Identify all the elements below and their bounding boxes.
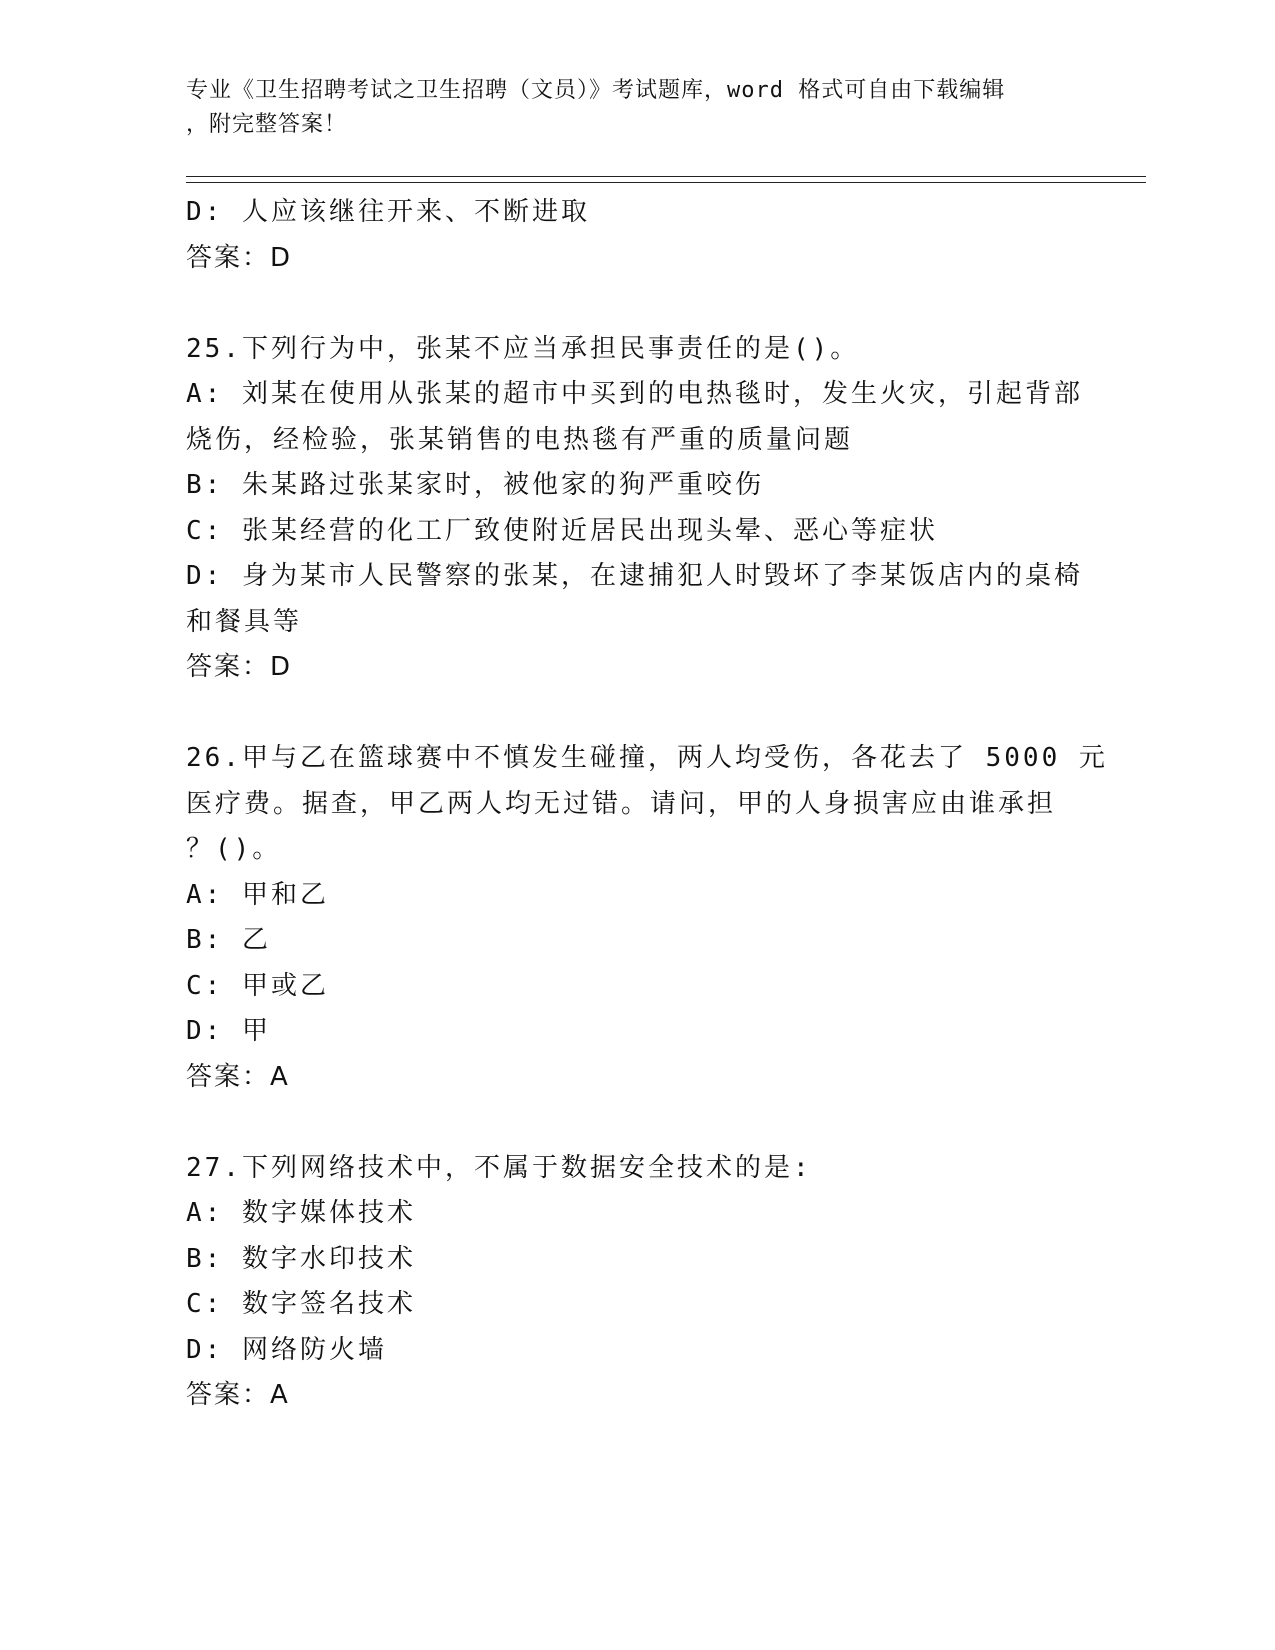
q26-answer: 答案：A [186, 1061, 290, 1092]
spacer [186, 1100, 1086, 1146]
q27-option-a: A: 数字媒体技术 [186, 1198, 416, 1228]
q25-stem: 25.下列行为中，张某不应当承担民事责任的是()。 [186, 333, 860, 364]
q27-answer: 答案：A [186, 1380, 290, 1410]
q26-stem-cont-2: ？()。 [186, 834, 282, 864]
q25-option-b: B: 朱某路过张某家时，被他家的狗严重咬伤 [186, 470, 764, 500]
q27-stem: 27.下列网络技术中，不属于数据安全技术的是: [186, 1152, 812, 1183]
header-divider-top [186, 176, 1146, 177]
spacer [186, 691, 1086, 737]
q25-answer: 答案：D [186, 652, 293, 682]
header-line-2: ，附完整答案！ [186, 112, 348, 137]
q27-option-b: B: 数字水印技术 [186, 1243, 416, 1274]
q26-option-d: D: 甲 [186, 1016, 271, 1046]
question-list [186, 190, 1108, 1419]
q27-option-d: D: 网络防火墙 [186, 1334, 387, 1365]
q25-option-d: D: 身为某市人民警察的张某，在逮捕犯人时毁坏了李某饭店内的桌椅 [186, 561, 1083, 591]
q26-stem-cont: 医疗费。据查，甲乙两人均无过错。请问，甲的人身损害应由谁承担 [186, 788, 1057, 819]
header-line-1: 专业《卫生招聘考试之卫生招聘（文员）》考试题库，word 格式可自由下载编辑 [186, 78, 1006, 103]
header-divider-bottom [186, 182, 1146, 183]
q27-option-c: C: 数字签名技术 [186, 1289, 416, 1319]
q25-option-d-cont: 和餐具等 [186, 606, 303, 637]
q26-option-a: A: 甲和乙 [186, 879, 329, 910]
document-header [186, 74, 1086, 142]
q25-option-a: A: 刘某在使用从张某的超市中买到的电热毯时，发生火灾，引起背部 [186, 379, 1083, 409]
prev-option-d: D: 人应该继往开来、不断进取 [186, 197, 590, 227]
prev-answer: 答案：D [186, 242, 293, 273]
spacer [186, 281, 1086, 327]
q26-option-c: C: 甲或乙 [186, 970, 329, 1001]
q25-option-a-cont: 烧伤，经检验，张某销售的电热毯有严重的质量问题 [186, 424, 854, 455]
q26-option-b: B: 乙 [186, 925, 271, 955]
q25-option-c: C: 张某经营的化工厂致使附近居民出现头晕、恶心等症状 [186, 515, 938, 546]
q26-stem: 26.甲与乙在篮球赛中不慎发生碰撞，两人均受伤，各花去了 5000 元 [186, 743, 1108, 773]
